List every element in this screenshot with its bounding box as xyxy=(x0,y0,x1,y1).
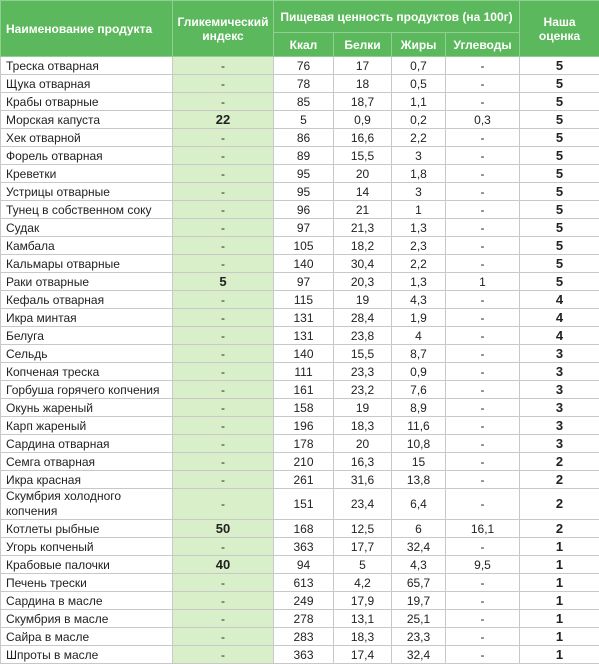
cell-protein: 17,4 xyxy=(334,646,392,664)
cell-rating: 1 xyxy=(520,646,599,664)
cell-fat: 1,8 xyxy=(392,165,446,183)
cell-fat: 0,5 xyxy=(392,75,446,93)
cell-rating: 5 xyxy=(520,147,599,165)
cell-fat: 8,7 xyxy=(392,345,446,363)
header-fat: Жиры xyxy=(392,33,446,57)
cell-protein: 16,3 xyxy=(334,453,392,471)
cell-protein: 17,7 xyxy=(334,538,392,556)
cell-rating: 2 xyxy=(520,489,599,520)
table-row xyxy=(1,201,599,219)
cell-glycemic-index: - xyxy=(173,93,274,111)
cell-kcal: 363 xyxy=(274,646,334,664)
cell-fat: 1 xyxy=(392,201,446,219)
cell-carbs: - xyxy=(446,309,520,327)
cell-fat: 0,7 xyxy=(392,57,446,75)
cell-protein: 20 xyxy=(334,435,392,453)
cell-carbs: - xyxy=(446,291,520,309)
cell-protein: 23,3 xyxy=(334,363,392,381)
cell-glycemic-index: 5 xyxy=(173,273,274,291)
cell-kcal: 161 xyxy=(274,381,334,399)
table-row xyxy=(1,646,599,664)
cell-carbs: - xyxy=(446,646,520,664)
cell-carbs: - xyxy=(446,183,520,201)
cell-product-name: Камбала xyxy=(1,237,173,255)
cell-kcal: 178 xyxy=(274,435,334,453)
cell-glycemic-index: - xyxy=(173,147,274,165)
table-row xyxy=(1,574,599,592)
cell-product-name: Кальмары отварные xyxy=(1,255,173,273)
cell-protein: 21 xyxy=(334,201,392,219)
cell-rating: 3 xyxy=(520,381,599,399)
cell-protein: 21,3 xyxy=(334,219,392,237)
cell-glycemic-index: - xyxy=(173,628,274,646)
cell-kcal: 115 xyxy=(274,291,334,309)
cell-product-name: Копченая треска xyxy=(1,363,173,381)
cell-product-name: Печень трески xyxy=(1,574,173,592)
cell-glycemic-index: - xyxy=(173,489,274,520)
cell-glycemic-index: - xyxy=(173,75,274,93)
cell-rating: 4 xyxy=(520,291,599,309)
cell-rating: 5 xyxy=(520,201,599,219)
cell-product-name: Угорь копченый xyxy=(1,538,173,556)
cell-carbs: - xyxy=(446,57,520,75)
table-row xyxy=(1,111,599,129)
cell-protein: 18 xyxy=(334,75,392,93)
cell-carbs: - xyxy=(446,489,520,520)
table-row xyxy=(1,75,599,93)
cell-glycemic-index: - xyxy=(173,399,274,417)
cell-kcal: 96 xyxy=(274,201,334,219)
cell-fat: 32,4 xyxy=(392,646,446,664)
cell-carbs: - xyxy=(446,75,520,93)
cell-product-name: Окунь жареный xyxy=(1,399,173,417)
cell-kcal: 363 xyxy=(274,538,334,556)
table-row xyxy=(1,453,599,471)
cell-rating: 1 xyxy=(520,574,599,592)
cell-kcal: 131 xyxy=(274,327,334,345)
cell-rating: 5 xyxy=(520,255,599,273)
cell-kcal: 283 xyxy=(274,628,334,646)
cell-fat: 2,2 xyxy=(392,129,446,147)
cell-product-name: Морская капуста xyxy=(1,111,173,129)
cell-protein: 14 xyxy=(334,183,392,201)
cell-carbs: 16,1 xyxy=(446,520,520,538)
header-product-name: Наименование продукта xyxy=(1,1,173,57)
cell-glycemic-index: - xyxy=(173,237,274,255)
cell-carbs: - xyxy=(446,165,520,183)
cell-fat: 19,7 xyxy=(392,592,446,610)
table-row xyxy=(1,592,599,610)
table-row xyxy=(1,309,599,327)
cell-glycemic-index: - xyxy=(173,417,274,435)
cell-rating: 3 xyxy=(520,363,599,381)
cell-product-name: Котлеты рыбные xyxy=(1,520,173,538)
cell-glycemic-index: 40 xyxy=(173,556,274,574)
cell-product-name: Семга отварная xyxy=(1,453,173,471)
cell-rating: 5 xyxy=(520,219,599,237)
cell-product-name: Горбуша горячего копчения xyxy=(1,381,173,399)
cell-protein: 20 xyxy=(334,165,392,183)
cell-rating: 3 xyxy=(520,435,599,453)
cell-carbs: 1 xyxy=(446,273,520,291)
cell-product-name: Хек отварной xyxy=(1,129,173,147)
cell-carbs: - xyxy=(446,345,520,363)
cell-kcal: 111 xyxy=(274,363,334,381)
cell-carbs: - xyxy=(446,435,520,453)
cell-carbs: - xyxy=(446,129,520,147)
cell-kcal: 196 xyxy=(274,417,334,435)
table-row xyxy=(1,417,599,435)
header-kcal: Ккал xyxy=(274,33,334,57)
cell-rating: 4 xyxy=(520,309,599,327)
cell-kcal: 76 xyxy=(274,57,334,75)
cell-rating: 4 xyxy=(520,327,599,345)
cell-fat: 1,3 xyxy=(392,219,446,237)
cell-carbs: - xyxy=(446,363,520,381)
table-row xyxy=(1,273,599,291)
cell-kcal: 105 xyxy=(274,237,334,255)
cell-rating: 1 xyxy=(520,592,599,610)
cell-rating: 2 xyxy=(520,471,599,489)
cell-rating: 5 xyxy=(520,273,599,291)
cell-protein: 0,9 xyxy=(334,111,392,129)
cell-carbs: - xyxy=(446,93,520,111)
cell-rating: 1 xyxy=(520,628,599,646)
cell-fat: 13,8 xyxy=(392,471,446,489)
cell-protein: 20,3 xyxy=(334,273,392,291)
cell-protein: 31,6 xyxy=(334,471,392,489)
cell-glycemic-index: - xyxy=(173,183,274,201)
cell-kcal: 89 xyxy=(274,147,334,165)
cell-kcal: 140 xyxy=(274,255,334,273)
cell-fat: 4 xyxy=(392,327,446,345)
cell-product-name: Сайра в масле xyxy=(1,628,173,646)
table-row xyxy=(1,435,599,453)
cell-rating: 5 xyxy=(520,165,599,183)
cell-fat: 4,3 xyxy=(392,556,446,574)
cell-fat: 1,1 xyxy=(392,93,446,111)
header-carbs: Углеводы xyxy=(446,33,520,57)
cell-fat: 32,4 xyxy=(392,538,446,556)
cell-protein: 16,6 xyxy=(334,129,392,147)
table-row xyxy=(1,93,599,111)
table-body xyxy=(1,57,599,664)
cell-fat: 6,4 xyxy=(392,489,446,520)
cell-protein: 13,1 xyxy=(334,610,392,628)
header-glycemic-index: Гликемический индекс xyxy=(173,1,274,57)
cell-product-name: Кефаль отварная xyxy=(1,291,173,309)
cell-rating: 1 xyxy=(520,556,599,574)
cell-glycemic-index: - xyxy=(173,309,274,327)
table-row xyxy=(1,237,599,255)
cell-protein: 23,8 xyxy=(334,327,392,345)
cell-kcal: 95 xyxy=(274,183,334,201)
cell-fat: 25,1 xyxy=(392,610,446,628)
cell-rating: 3 xyxy=(520,417,599,435)
table-row xyxy=(1,147,599,165)
cell-kcal: 249 xyxy=(274,592,334,610)
cell-glycemic-index: - xyxy=(173,538,274,556)
cell-carbs: - xyxy=(446,538,520,556)
cell-glycemic-index: - xyxy=(173,453,274,471)
cell-product-name: Треска отварная xyxy=(1,57,173,75)
cell-glycemic-index: - xyxy=(173,381,274,399)
cell-glycemic-index: 50 xyxy=(173,520,274,538)
cell-kcal: 95 xyxy=(274,165,334,183)
table-row xyxy=(1,556,599,574)
table-row xyxy=(1,129,599,147)
cell-fat: 2,3 xyxy=(392,237,446,255)
cell-protein: 23,2 xyxy=(334,381,392,399)
cell-product-name: Форель отварная xyxy=(1,147,173,165)
cell-kcal: 278 xyxy=(274,610,334,628)
cell-fat: 11,6 xyxy=(392,417,446,435)
cell-product-name: Устрицы отварные xyxy=(1,183,173,201)
table-row xyxy=(1,219,599,237)
cell-rating: 5 xyxy=(520,183,599,201)
cell-protein: 18,3 xyxy=(334,417,392,435)
cell-carbs: - xyxy=(446,147,520,165)
cell-glycemic-index: - xyxy=(173,435,274,453)
cell-fat: 2,2 xyxy=(392,255,446,273)
cell-kcal: 78 xyxy=(274,75,334,93)
cell-protein: 23,4 xyxy=(334,489,392,520)
cell-product-name: Щука отварная xyxy=(1,75,173,93)
cell-rating: 5 xyxy=(520,57,599,75)
cell-rating: 3 xyxy=(520,345,599,363)
table-row xyxy=(1,628,599,646)
cell-glycemic-index: - xyxy=(173,255,274,273)
cell-fat: 3 xyxy=(392,147,446,165)
cell-glycemic-index: - xyxy=(173,471,274,489)
cell-product-name: Креветки xyxy=(1,165,173,183)
cell-protein: 12,5 xyxy=(334,520,392,538)
cell-fat: 8,9 xyxy=(392,399,446,417)
cell-protein: 19 xyxy=(334,399,392,417)
cell-carbs: - xyxy=(446,453,520,471)
table-row xyxy=(1,381,599,399)
cell-product-name: Крабовые палочки xyxy=(1,556,173,574)
table-row xyxy=(1,471,599,489)
cell-product-name: Судак xyxy=(1,219,173,237)
cell-rating: 5 xyxy=(520,93,599,111)
cell-rating: 5 xyxy=(520,75,599,93)
cell-carbs: - xyxy=(446,381,520,399)
cell-kcal: 85 xyxy=(274,93,334,111)
cell-carbs: - xyxy=(446,399,520,417)
cell-fat: 23,3 xyxy=(392,628,446,646)
cell-carbs: - xyxy=(446,237,520,255)
cell-product-name: Раки отварные xyxy=(1,273,173,291)
cell-kcal: 613 xyxy=(274,574,334,592)
cell-fat: 1,3 xyxy=(392,273,446,291)
table-row xyxy=(1,165,599,183)
cell-protein: 4,2 xyxy=(334,574,392,592)
cell-protein: 15,5 xyxy=(334,147,392,165)
table-row xyxy=(1,57,599,75)
cell-glycemic-index: 22 xyxy=(173,111,274,129)
cell-rating: 3 xyxy=(520,399,599,417)
cell-rating: 1 xyxy=(520,610,599,628)
cell-glycemic-index: - xyxy=(173,57,274,75)
table-row xyxy=(1,399,599,417)
cell-protein: 15,5 xyxy=(334,345,392,363)
cell-product-name: Белуга xyxy=(1,327,173,345)
cell-carbs: - xyxy=(446,574,520,592)
cell-fat: 15 xyxy=(392,453,446,471)
cell-fat: 10,8 xyxy=(392,435,446,453)
cell-fat: 4,3 xyxy=(392,291,446,309)
header-protein: Белки xyxy=(334,33,392,57)
cell-fat: 0,2 xyxy=(392,111,446,129)
cell-carbs: - xyxy=(446,417,520,435)
table-row xyxy=(1,327,599,345)
cell-product-name: Крабы отварные xyxy=(1,93,173,111)
cell-kcal: 131 xyxy=(274,309,334,327)
cell-product-name: Шпроты в масле xyxy=(1,646,173,664)
cell-glycemic-index: - xyxy=(173,610,274,628)
cell-carbs: - xyxy=(446,610,520,628)
cell-carbs: - xyxy=(446,255,520,273)
cell-rating: 1 xyxy=(520,538,599,556)
cell-carbs: 9,5 xyxy=(446,556,520,574)
cell-carbs: - xyxy=(446,219,520,237)
cell-glycemic-index: - xyxy=(173,363,274,381)
header-nutrition-value: Пищевая ценность продуктов (на 100г) xyxy=(274,1,520,33)
cell-protein: 17,9 xyxy=(334,592,392,610)
cell-rating: 5 xyxy=(520,111,599,129)
cell-protein: 30,4 xyxy=(334,255,392,273)
cell-kcal: 97 xyxy=(274,273,334,291)
cell-rating: 5 xyxy=(520,237,599,255)
cell-glycemic-index: - xyxy=(173,592,274,610)
cell-kcal: 158 xyxy=(274,399,334,417)
cell-protein: 18,2 xyxy=(334,237,392,255)
table-row xyxy=(1,538,599,556)
cell-kcal: 140 xyxy=(274,345,334,363)
cell-protein: 5 xyxy=(334,556,392,574)
cell-kcal: 261 xyxy=(274,471,334,489)
cell-kcal: 86 xyxy=(274,129,334,147)
cell-carbs: - xyxy=(446,327,520,345)
cell-fat: 1,9 xyxy=(392,309,446,327)
cell-protein: 17 xyxy=(334,57,392,75)
table-row xyxy=(1,345,599,363)
cell-rating: 5 xyxy=(520,129,599,147)
cell-fat: 7,6 xyxy=(392,381,446,399)
cell-carbs: 0,3 xyxy=(446,111,520,129)
cell-protein: 18,7 xyxy=(334,93,392,111)
cell-kcal: 210 xyxy=(274,453,334,471)
cell-glycemic-index: - xyxy=(173,345,274,363)
cell-protein: 19 xyxy=(334,291,392,309)
cell-kcal: 5 xyxy=(274,111,334,129)
cell-kcal: 97 xyxy=(274,219,334,237)
cell-product-name: Сардина в масле xyxy=(1,592,173,610)
cell-carbs: - xyxy=(446,628,520,646)
table-row xyxy=(1,520,599,538)
table-row xyxy=(1,255,599,273)
table-header xyxy=(1,1,599,57)
cell-kcal: 168 xyxy=(274,520,334,538)
cell-glycemic-index: - xyxy=(173,201,274,219)
cell-glycemic-index: - xyxy=(173,165,274,183)
table-row xyxy=(1,183,599,201)
cell-fat: 3 xyxy=(392,183,446,201)
table-row xyxy=(1,489,599,520)
cell-glycemic-index: - xyxy=(173,646,274,664)
cell-glycemic-index: - xyxy=(173,327,274,345)
table-row xyxy=(1,610,599,628)
cell-glycemic-index: - xyxy=(173,574,274,592)
table-row xyxy=(1,363,599,381)
cell-product-name: Икра минтая xyxy=(1,309,173,327)
cell-product-name: Скумбрия в масле xyxy=(1,610,173,628)
header-our-rating: Наша оценка xyxy=(520,1,599,57)
cell-product-name: Сардина отварная xyxy=(1,435,173,453)
cell-glycemic-index: - xyxy=(173,219,274,237)
cell-rating: 2 xyxy=(520,453,599,471)
cell-kcal: 151 xyxy=(274,489,334,520)
cell-carbs: - xyxy=(446,201,520,219)
cell-product-name: Скумбрия холодного копчения xyxy=(1,489,173,520)
cell-glycemic-index: - xyxy=(173,129,274,147)
cell-carbs: - xyxy=(446,592,520,610)
cell-glycemic-index: - xyxy=(173,291,274,309)
cell-kcal: 94 xyxy=(274,556,334,574)
cell-product-name: Тунец в собственном соку xyxy=(1,201,173,219)
cell-fat: 6 xyxy=(392,520,446,538)
cell-rating: 2 xyxy=(520,520,599,538)
cell-fat: 0,9 xyxy=(392,363,446,381)
table-row xyxy=(1,291,599,309)
cell-protein: 28,4 xyxy=(334,309,392,327)
cell-product-name: Сельдь xyxy=(1,345,173,363)
cell-product-name: Икра красная xyxy=(1,471,173,489)
cell-protein: 18,3 xyxy=(334,628,392,646)
cell-carbs: - xyxy=(446,471,520,489)
cell-product-name: Карп жареный xyxy=(1,417,173,435)
cell-fat: 65,7 xyxy=(392,574,446,592)
